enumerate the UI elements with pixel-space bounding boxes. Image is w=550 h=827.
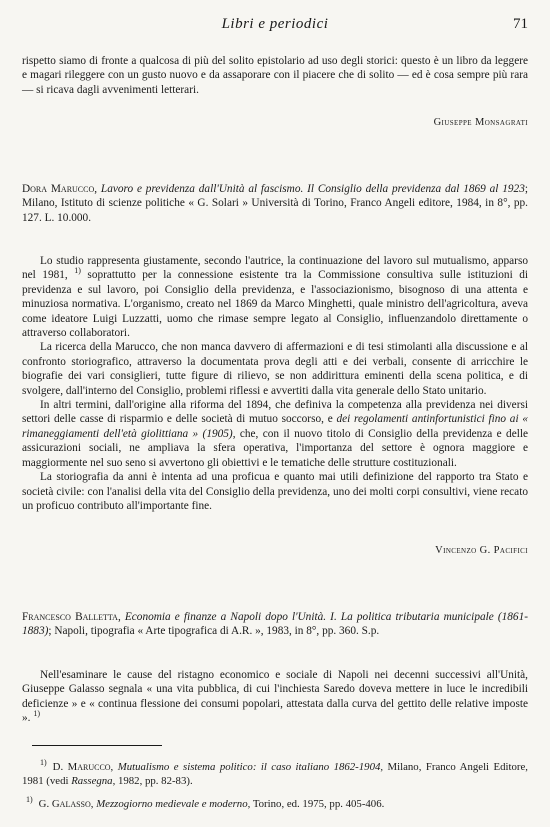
running-head [22, 16, 528, 38]
review2-p3-start: In altri termini, dall'origine alla riforma del 1894, che definiva la competenza alla previdenza nei diversi settori delle casse di risparmio e delle società di mutuo soccorso, e [22, 399, 528, 426]
footnote-title: Mezzogiorno medievale e moderno, [96, 798, 251, 810]
review2-paragraph-1 [22, 254, 528, 340]
review2-p3-end: , che, con il nuovo titolo di Consiglio della previdenza e delle assicurazioni sociali, ne ampliava la sfera operativa, l'importanza del settore è ognora maggiore e maggiormente nel suo seno si avvertono gli obiettivi e le tematiche delle strutture costituzionali. [22, 427, 529, 469]
review1-reviewer: Giuseppe Monsagrati [433, 117, 528, 128]
footnote-number: 1) [40, 758, 47, 768]
review3-title: Economia e finanze a Napoli dopo l'Unità. I. La politica tributaria municipale (1861-1883) [22, 611, 528, 638]
review2-publisher: ; Milano, Istituto di scienze politiche « G. Solari » Università di Torino, Franco Angeli editore, 1984, in 8°, pp. 127. L. 10.000. [22, 183, 528, 224]
footnote-rest-2: 1982, pp. 82-83). [115, 775, 193, 787]
footnote-journal: Rassegna, [71, 775, 116, 787]
review1-paragraph [22, 54, 528, 97]
footnote-author: D. Marucco, [52, 761, 114, 773]
running-title: Libri e periodici [221, 16, 329, 32]
review2-paragraph-2: La ricerca della Marucco, che non manca davvero di affermazioni e di tesi stimolanti alla discussione e al confronto storiografico, attraverso la documentata prova degli atti e dei verbali, consente di arricchire le biografie dei vari consiglieri, tutte figure di rilievo, se non addirittura eminenti della scena politica, e di svolgere, dall'interno del Consiglio, problemi riflessi e avvertiti dalla vita generale dello Stato unitario. [22, 341, 528, 397]
review2-body [22, 254, 528, 513]
review3-author: Francesco Balletta [22, 611, 118, 623]
page-number: 71 [513, 16, 528, 32]
footnote-ref[interactable]: 1) [33, 709, 40, 719]
review3-publisher: ; Napoli, tipografia « Arte tipografica di A.R. », 1983, in 8°, pp. 360. S.p. [48, 625, 380, 638]
footnote-number: 1) [26, 795, 33, 805]
footnote-2 [22, 797, 528, 811]
review2-paragraph-3 [22, 398, 528, 470]
footnote-rest: Torino, ed. 1975, pp. 405-406. [250, 798, 385, 810]
review2-title: Lavoro e previdenza dall'Unità al fascismo. Il Consiglio della previdenza dal 1869 al 1923 [100, 183, 525, 195]
review3-body [22, 668, 528, 726]
footnote-ref[interactable]: 1) [74, 266, 81, 276]
footnote-rule [32, 745, 162, 746]
footnote-title: Mutualismo e sistema politico: il caso italiano 1862-1904, [117, 761, 384, 773]
review2-citation: Dora Marucco, Lavoro e previdenza dall'Unità al fascismo. Il Consiglio della previdenza dal 1869 al 1923; Milano, Istituto di scienze politiche « G. Solari » Università di Torino, Franco Angeli editore, 1984, in 8°, pp. 127. L. 10.000. [22, 183, 528, 224]
footnote-1 [22, 760, 528, 788]
footnote-rest: Milano, Franco Angeli Editore, 1981 (vedi [22, 761, 528, 787]
footnote-author: G. Galasso, [38, 798, 94, 810]
review2-p3-italic: dei regolamenti antinfortunistici fino ai « rimaneggiamenti dell'età giolittiana » (1905) [22, 413, 528, 440]
review2-p1-start: Lo studio rappresenta giustamente, secondo l'autrice, la continuazione del lavoro sul mutualismo, apparso nel 1981, [22, 255, 528, 282]
review3-p1-text: Nell'esaminare le cause del ristagno economico e sociale di Napoli nei decenni successivi all'Unità, Giuseppe Galasso segnala « una vita pubblica, di cui l'inchiesta Saredo doveva mettere in luce le incredibili deficienze » e « continua flessione dei consumi popolari, attestata dalla curva del gettito delle relative imposte ». [22, 669, 528, 725]
review2-p1-end: soprattutto per la connessione esistente tra la Commissione consultiva sulle istituzioni di previdenza e sul lavoro, poi Consiglio della previdenza, e l'associazionismo, bisognoso di una attenta e minuziosa normativa. L'organismo, creato nel 1869 da Marco Minghetti, quale ministro dell'agricoltura, aveva come ideatore Luigi Luzzatti, uomo che rimase sempre legato al Consiglio, influenzandolo direttamente o attraverso collaboratori. [22, 269, 528, 340]
review2-author: Dora Marucco [22, 183, 95, 195]
review2-paragraph-4: La storiografia da anni è intenta ad una proficua e quanto mai utili definizione del rapporto tra Stato e società civile: con l'analisi della vita del Consiglio della previdenza, uno dei molti corpi consultivi, viene recato un proficuo contributo all'importante fine. [22, 471, 528, 512]
review3-paragraph-1 [22, 668, 528, 726]
review1-text: rispetto siamo di fronte a qualcosa di più del solito epistolario ad uso degli storici: questo è un libro da leggere e magari rileggere con un gusto nuovo e da assaporare con il piacere che di solito — ed è cosa sempre più rara — si ricava dagli avvenimenti letterari. [22, 55, 528, 96]
review2-reviewer: Vincenzo G. Pacifici [435, 545, 528, 556]
review3-citation: Francesco Balletta, Economia e finanze a Napoli dopo l'Unità. I. La politica tributaria municipale (1861-1883); Napoli, tipografia « Arte tipografica di A.R. », 1983, in 8°, pp. 360. S.p. [22, 611, 528, 638]
